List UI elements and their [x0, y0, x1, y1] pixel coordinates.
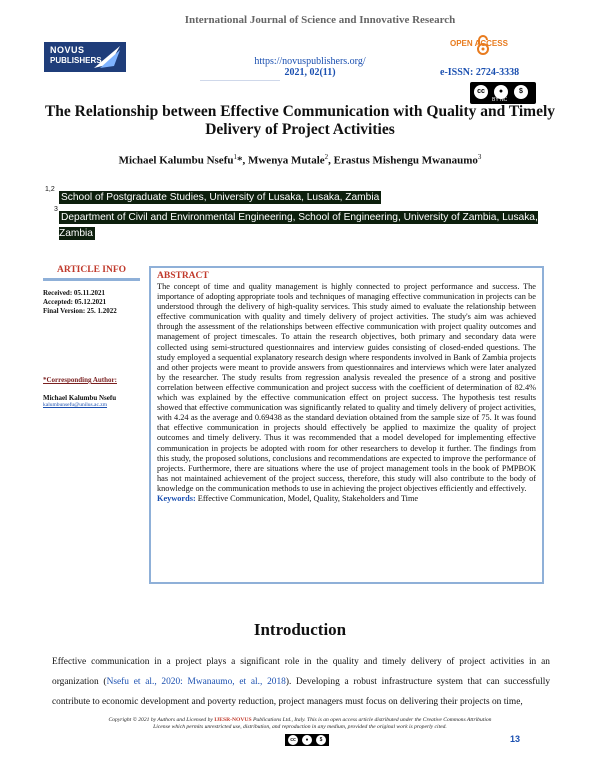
author-name: Erastus Mishengu Mwanaumo	[333, 154, 478, 167]
author-list	[40, 153, 560, 167]
logo-line1: NOVUS	[50, 45, 85, 55]
open-lock-icon	[476, 35, 490, 55]
journal-url[interactable]: https://novuspublishers.org/	[254, 56, 366, 67]
keywords-label: Keywords:	[157, 493, 196, 503]
intro-citation[interactable]: Nsefu et al., 2020: Mwanaumo, et al., 2018	[106, 677, 286, 687]
logo-line2: PUBLISHERS	[50, 56, 102, 65]
affiliation-sup: 3	[54, 206, 58, 213]
final-version-date: Final Version: 25. 1.2022	[43, 307, 117, 315]
cc-license-badge[interactable]	[470, 82, 536, 104]
abstract-heading: ABSTRACT	[157, 271, 209, 281]
noncommercial-icon: $	[316, 735, 326, 745]
author-name: Mwenya Mutale	[247, 154, 325, 167]
footer-text: Copyright © 2021 by Authors and Licensed by	[108, 717, 215, 723]
header-divider	[200, 80, 280, 81]
open-access-label: OPEN ACCESS	[450, 39, 508, 48]
corresponding-label: *Corresponding Author:	[43, 376, 117, 384]
journal-title: International Journal of Science and Innovative Research	[184, 14, 456, 26]
corresponding-email[interactable]: kalumbunsefu@unilus.ac.zm	[43, 402, 108, 408]
introduction-heading: Introduction	[253, 620, 347, 639]
volume-issue: 2021, 02(11)	[284, 67, 336, 78]
article-info-panel	[43, 265, 140, 585]
affiliation-sup: 1,2	[45, 186, 55, 193]
abstract-text: The concept of time and quality management is highly connected to project performance and success. The importance of adopting appropriate tools and techniques of managing effective communication in projects can be understood through the delivery of high-quality services. This study aimed to evaluate the relationship between effective communication with quality and timely delivery of project activities. The study's aim was achieved through the assessment of the relationships between effective communication with project quality outcomes and management of project timescales. To attain the research objectives, both primary and secondary data were collected using semi-structured questionnaires and interview guides consisting of closed-ended questions. The study employed a sequential explanatory research design where respondents involved in Bank of Zambia projects and other projects were meant to provide answers from questionnaires and interviews which were later analyzed by the researcher. The study results from regression analysis revealed the presence of a strong and positive correlation between effective communication and project success with the coefficient of determination of 82.4% which was explained by the effective communication effect on project success. The hypothesis test results showed that effective communication was significantly related to quality and timely delivery of project activities, with 4.24 as the average and 0.69438 as the standard deviation obtained from the sample size of 75. It was found that effective communication in projects should effectively be applied to maximize the quality of project outcomes and timely delivery. Thus it was recommended that a model developed for implementing effective communication in projects be adopted with room for other researchers to develop it further. The findings from this study, the proposed solutions, conclusions and recommendations are expected to improve the performance of projects. Furthermore, there are situations where the use of project management tools in the book of PMPBOK has not maintained achievement of the project success, therefore, this study will also contribute to the body of knowledge on the communication methods to use in achieving the project objectives efficiently and effectively.	[157, 282, 536, 493]
cc-labels: BY NC	[492, 97, 508, 103]
keywords-list: Effective Communication, Model, Quality, Stakeholders and Time	[195, 493, 419, 503]
affiliation-text: Department of Civil and Environmental Engineering, School of Engineering, University of Zambia, Lusaka, Zambia	[59, 212, 538, 239]
page-number: 13	[510, 734, 521, 744]
publisher-logo	[44, 42, 126, 72]
paper-title: The Relationship between Effective Communication with Quality and Timely Delivery of Project Activities	[44, 103, 556, 138]
accepted-date: Accepted: 05.12.2021	[43, 298, 107, 306]
person-icon: ●	[494, 85, 508, 99]
cc-icon: cc	[288, 735, 298, 745]
affiliation-1	[45, 186, 381, 206]
noncommercial-icon: $	[514, 85, 528, 99]
author-sup: 1	[233, 153, 237, 161]
bird-icon	[92, 44, 122, 70]
open-access-badge	[450, 35, 530, 57]
author-name: Michael Kalumbu Nsefu	[118, 154, 234, 167]
affiliation-2	[54, 206, 549, 242]
author-sup: 3	[477, 153, 482, 161]
footer-text: Publications Ltd., Italy. This is an open access article distributed under the Creative Commons Attribution	[251, 717, 492, 723]
abstract-box	[149, 266, 544, 584]
intro-text-part: Effective communication in a project plays a significant role in the quality and timely delivery of project activities in an organization (	[52, 657, 550, 687]
cc-icon: cc	[474, 85, 488, 99]
received-date: Received: 05.11.2021	[43, 289, 106, 297]
footer-brand: IJESR-NOVUS	[214, 717, 252, 723]
author-sup: 2	[324, 153, 329, 161]
author-separator: ,	[328, 154, 334, 167]
corresponding-name: Michael Kalumbu Nsefu	[43, 394, 117, 402]
article-info-heading: ARTICLE INFO	[43, 265, 140, 281]
introduction-paragraph	[52, 652, 550, 712]
person-icon: ●	[302, 735, 312, 745]
keywords	[157, 494, 536, 504]
cc-small-badge[interactable]	[285, 734, 329, 746]
issn: e-ISSN: 2724-3338	[440, 67, 520, 78]
intro-text-part: ). Developing a robust infrastructure system that can successfully contribute to economic development and poverty reduction, project managers must focus on delivering their projects on time,	[52, 677, 551, 707]
copyright-footer	[70, 717, 530, 731]
affiliation-text: School of Postgraduate Studies, University of Lusaka, Lusaka, Zambia	[61, 192, 380, 203]
author-separator: *,	[236, 154, 248, 167]
footer-text: License which permits unrestricted use, distribution, and reproduction in any medium, provided the original work is properly cited.	[153, 724, 447, 730]
